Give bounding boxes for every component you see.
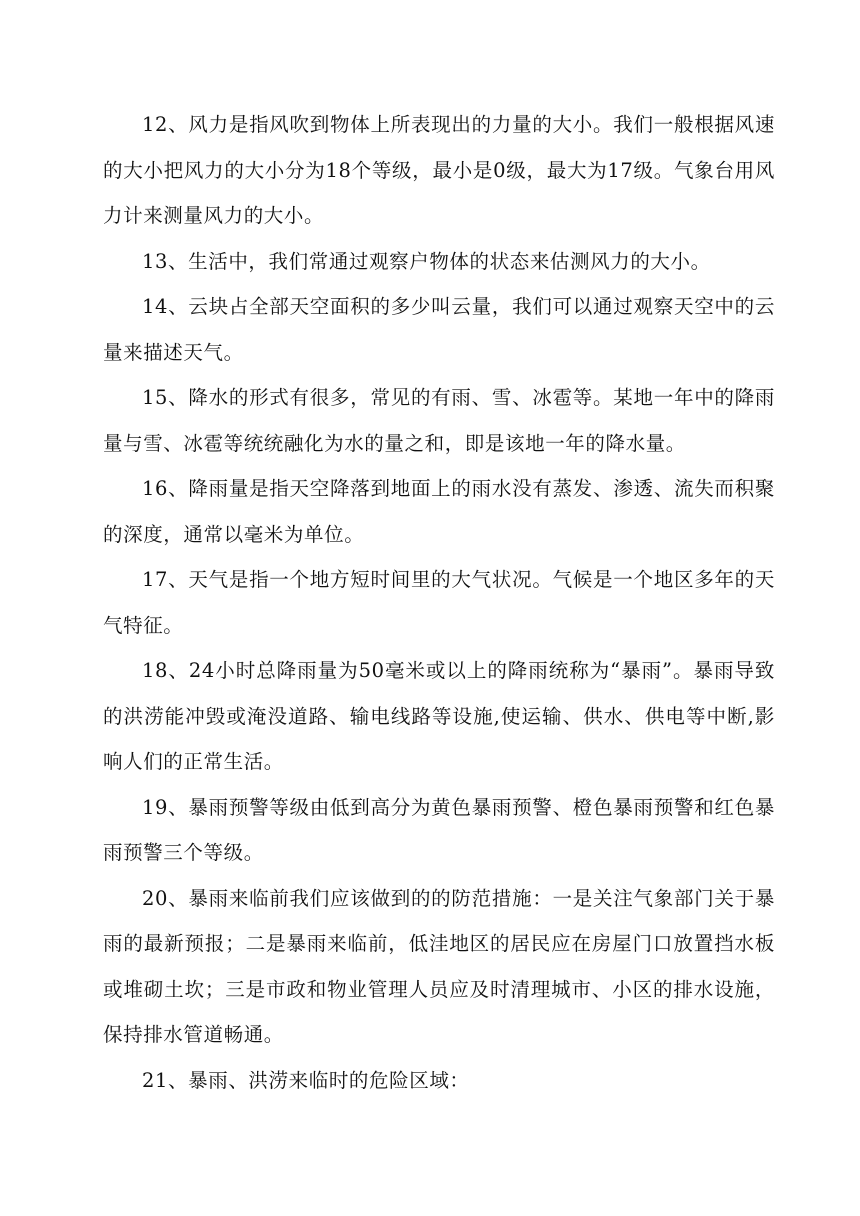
paragraph-17: 17、天气是指一个地方短时间里的大气状况。气候是一个地区多年的天气特征。: [103, 568, 775, 637]
paragraph-19: 19、暴雨预警等级由低到高分为黄色暴雨预警、橙色暴雨预警和红色暴雨预警三个等级。: [103, 795, 775, 864]
paragraph-15: 15、降水的形式有很多，常见的有雨、雪、冰雹等。某地一年中的降雨量与雪、冰雹等统统融化为水的量之和，即是该地一年的降水量。: [103, 386, 775, 455]
paragraph-21: 21、暴雨、洪涝来临时的危险区域：: [142, 1068, 470, 1092]
paragraph-16: 16、降雨量是指天空降落到地面上的雨水没有蒸发、渗透、流失而积聚的深度，通常以毫米为单位。: [103, 477, 775, 546]
paragraph-13: 13、生活中，我们常通过观察户物体的状态来估测风力的大小。: [142, 249, 711, 273]
paragraph-14: 14、云块占全部天空面积的多少叫云量，我们可以通过观察天空中的云量来描述天气。: [103, 295, 775, 364]
paragraph-20: 20、暴雨来临前我们应该做到的的防范措施：一是关注气象部门关于暴雨的最新预报；二是暴雨来临前，低洼地区的居民应在房屋门口放置挡水板或堆砌土坎；三是市政和物业管理人员应及时清理城市、小区的排水设施，保持排水管道畅通。: [103, 886, 775, 1046]
document-body: [103, 102, 775, 1103]
paragraph-18: 18、24小时总降雨量为50毫米或以上的降雨统称为“暴雨”。暴雨导致的洪涝能冲毁或淹没道路、输电线路等设施,使运输、供水、供电等中断,影响人们的正常生活。: [103, 659, 775, 773]
paragraph-12: 12、风力是指风吹到物体上所表现出的力量的大小。我们一般根据风速的大小把风力的大小分为18个等级，最小是0级，最大为17级。气象台用风力计来测量风力的大小。: [103, 113, 775, 227]
